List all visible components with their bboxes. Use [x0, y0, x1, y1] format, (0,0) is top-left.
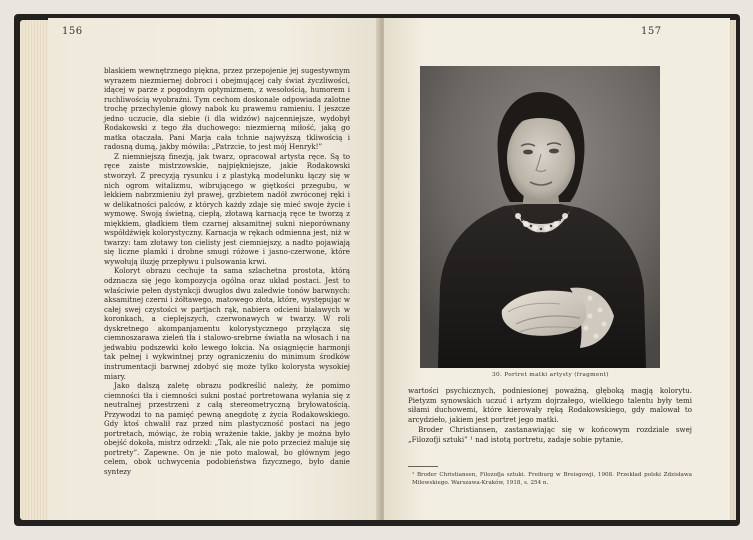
figure-caption: 30. Portret matki artysty (fragment) [492, 372, 609, 378]
page-edges-left [20, 20, 50, 520]
paragraph: Jako dalszą zaletę obrazu podkreślić należy, że pomimo ciemności tła i ciemności sukni postać portretowana wyłania się z neutralnej przestrzeni z całą stereometryczną bryłowatością. Przywodzi to na pamięć pewną anegdotę z życia Rodakowskiego. Gdy ktoś chwalił raz przed nim plastyczność postaci na jego portretach, mówiąc, że robią wrażenie takie, jakby je można było obejść dokoła, mistrz odrzekł: „Tak, ale nie poto przecież maluje się portrety”. Zapewne. On je nie poto malował, bo głównym jego celem, obok uchwycenia podobieństwa fizycznego, było danie syntezy [104, 381, 350, 476]
portrait-image [420, 66, 660, 368]
page-number-right: 157 [641, 26, 662, 37]
footnote: ¹ Broder Christiansen, Filozofja sztuki. Freiburg w Breisgowji, 1908. Przekład polski Zdzisława Milewskiego. Warszawa-Kraków, 1918, s. 254 n. [412, 472, 692, 486]
paragraph: Koloryt obrazu cechuje ta sama szlachetna prostota, którą odznacza się jego kompozycja ogólna oraz układ postaci. Jest to właściwie pełen dystynkcji dwugłos dwu zaledwie tonów barwnych: aksamitnej czerni i żółtawego, matowego złota, które, występując w całej swej czystości w partjach rąk, nabiera odcieni białawych w koronkach, a cieplejszych, czerwonawych w twarzy. W roli dyskretnego akompanjamentu kolorystycznego przyłącza się ciemnoszarawa zieleń tła i stalowo-srebrne światła na włosach i na jedwabiu podszewki koło lewego łokcia. Na osiągnięcie harmonji tak pełnej i wykwintnej przy ograniczeniu do minimum środków instrumentacji barwnej zdobyć się może tylko kolorysta wysokiej miary. [104, 266, 350, 381]
left-page [48, 18, 381, 520]
paragraph: Broder Christiansen, zastanawiając się w końcowym rozdziale swej „Filozofji sztuki” ¹ nad istotą portretu, zadaje sobie pytanie, [408, 424, 692, 444]
right-page [384, 18, 730, 520]
paragraph: Z niemniejszą finezją, jak twarz, opracował artysta ręce. Są to ręce zaiste mistrzowskie, najpiękniejsze, jakie Rodakowski stworzył. Z precyzją rysunku i z plastyką modelunku łączy się w nich ogrom witalizmu, wibrującego w giętkości przegubu, w lekkiem nabrzmieniu żył prawej, grzbietem nadół zwróconej ręki i w delikatności palców, z których każdy zdaje się mieć swoje życie i wymowę. Swoją świetną, ciepłą, złotawą karnacją ręce te tworzą z miękkiem, gładkiem tłem czarnej aksamitnej sukni nieporównany współdźwięk kolorystyczny. Karnacja w rękach odmienna jest, niż w twarzy: tam złotawy ton cielisty jest ciemniejszy, a nadto pojawiają się liczne plamki i drobne smugi różowe i jasno-czerwone, które wywołują iluzję przepływu i pulsowania krwi. [104, 151, 350, 266]
paragraph: blaskiem wewnętrznego piękna, przez przepojenie jej sugestywnym wyrazem niezmiernej dobroci i obejmującej cały świat życzliwości, idącej w parze z pogodnym optymizmem, z wesołością, humorem i ruchliwością wyobraźni. Tym cechom doskonale odpowiada zalotne trochę przechylenie głowy nabok ku prawemu ramieniu. I jeszcze jedno uczucie, dla siebie (i dla widzów) najcenniejsze, wydobył Rodakowski z tego źła duchowego: niezmierną miłość, jaką go matka otaczała. Pani Marja cała tchnie najwyższą tkliwością i radosną dumą, jakby mówiła: „Patrzcie, to jest mój Henryk!” [104, 66, 350, 152]
footnote-rule [408, 466, 438, 467]
right-page-text [408, 386, 692, 444]
left-page-text [104, 66, 350, 477]
page-number-left: 156 [62, 26, 83, 37]
paragraph: wartości psychicznych, podniesionej poważną, głęboką magją kolorytu. Pietyzm synowskich uczuć i artyzm dojrzałego, wielkiego talentu były temi siłami duchowemi, które kierowały ręką Rodakowskiego, gdy malował to arcydzieło, jakiem jest portret jego matki. [408, 386, 692, 425]
